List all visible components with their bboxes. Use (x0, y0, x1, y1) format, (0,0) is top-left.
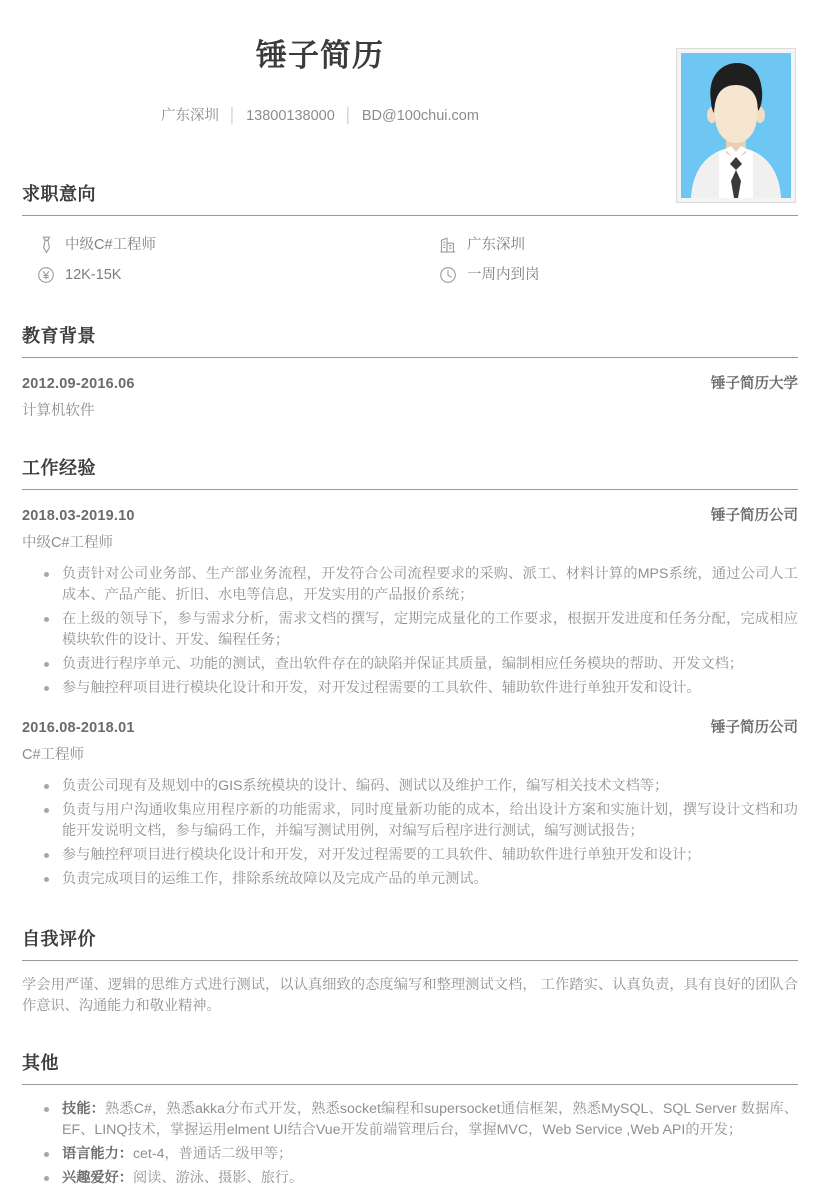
avatar-illustration-icon (681, 53, 791, 198)
section-title-education: 教育背景 (22, 326, 96, 346)
experience-entry (22, 716, 798, 890)
section-title-evaluation: 自我评价 (22, 929, 96, 949)
evaluation-text: 学会用严谨、逻辑的思维方式进行测试，以认真细致的态度编写和整理测试文档， 工作踏实、认真负责，具有良好的团队合作意识、沟通能力和敬业精神。 (22, 977, 798, 1014)
experience-company: 锤子简历公司 (711, 720, 798, 736)
list-item: 负责针对公司业务部、生产部业务流程，开发符合公司流程要求的采购、派工、材料计算的MPS系统，通过公司人工成本、产品产能、折旧、水电等信息，开发实用的产品报价系统； (42, 564, 798, 606)
section-divider-education (22, 357, 798, 358)
list-item: 负责完成项目的运维工作，排除系统故障以及完成产品的单元测试。 (42, 869, 798, 890)
section-title-experience: 工作经验 (22, 458, 96, 478)
experience-role: C#工程师 (22, 747, 85, 763)
intention-item-availability (410, 260, 798, 290)
education-entry (22, 372, 798, 420)
other-label-skills: 技能： (62, 1101, 106, 1117)
list-item (42, 1099, 798, 1141)
contact-separator-2: │ (343, 108, 353, 125)
education-entry-head (22, 372, 798, 393)
intention-position-text: 中级C#工程师 (65, 236, 157, 253)
section-other (0, 1049, 820, 1189)
spacer (0, 422, 820, 454)
yen-circle-icon (36, 265, 56, 285)
education-major: 计算机软件 (22, 403, 95, 419)
contact-email: BD@100chui.com (361, 108, 479, 125)
avatar-image (681, 53, 791, 198)
list-item: 参与触控秤项目进行模块化设计和开发，对开发过程需要的工具软件、辅助软件进行单独开发和设计。 (42, 678, 798, 699)
other-text-language: cet-4，普通话二级甲等； (132, 1146, 293, 1162)
experience-entry-head (22, 716, 798, 737)
education-school: 锤子简历大学 (711, 376, 798, 392)
contact-phone: 13800138000 (246, 108, 335, 125)
section-divider-intention (22, 215, 798, 216)
intention-city-text: 广东深圳 (467, 236, 525, 253)
other-text-hobbies: 阅读、游泳、摄影、旅行。 (132, 1170, 304, 1186)
section-divider-evaluation (22, 960, 798, 961)
intention-availability-text: 一周内到岗 (467, 266, 540, 283)
page-title: 锤子简历 (256, 38, 384, 73)
experience-role: 中级C#工程师 (22, 535, 114, 551)
section-evaluation (0, 925, 820, 1017)
resume-header (0, 0, 820, 180)
contact-line (0, 104, 640, 125)
intention-item-city (410, 230, 798, 260)
other-text-skills: 熟悉C#，熟悉akka分布式开发，熟悉socket编程和supersocket通信框架，熟悉MySQL、SQL Server 数据库、EF、LINQ技术，掌握运用elment UI结合Vue开发前端管理后台，掌握MVC，Web Service ,Web API的开发； (62, 1101, 798, 1138)
tie-icon (36, 235, 56, 255)
section-title-intention: 求职意向 (22, 184, 96, 204)
other-label-hobbies: 兴趣爱好： (62, 1170, 133, 1186)
spacer (0, 1017, 820, 1049)
other-label-language: 语言能力： (62, 1146, 133, 1162)
section-title-other: 其他 (22, 1053, 59, 1073)
other-list (22, 1099, 798, 1189)
intention-grid (22, 230, 798, 290)
spacer (0, 290, 820, 322)
spacer (0, 893, 820, 925)
experience-bullet-list (22, 776, 798, 890)
contact-separator-1: │ (228, 108, 238, 125)
intention-item-salary (22, 260, 410, 290)
experience-entry (22, 504, 798, 699)
list-item (42, 1168, 798, 1189)
experience-date: 2018.03-2019.10 (22, 508, 135, 524)
list-item: 负责公司现有及规划中的GIS系统模块的设计、编码、测试以及维护工作，编写相关技术文档等； (42, 776, 798, 797)
clock-icon (438, 265, 458, 285)
list-item: 参与触控秤项目进行模块化设计和开发，对开发过程需要的工具软件、辅助软件进行单独开发和设计； (42, 845, 798, 866)
header-center-block (0, 34, 640, 125)
experience-bullet-list (22, 564, 798, 699)
experience-company: 锤子简历公司 (711, 508, 798, 524)
section-divider-other (22, 1084, 798, 1085)
list-item: 在上级的领导下，参与需求分析，需求文档的撰写，定期完成量化的工作要求，根据开发进度和任务分配，完成相应模块软件的设计、开发、编程任务； (42, 609, 798, 651)
section-experience (0, 454, 820, 890)
section-education (0, 322, 820, 420)
list-item: 负责与用户沟通收集应用程序新的功能需求，同时度量新功能的成本，给出设计方案和实施计划，撰写设计文档和功能开发说明文档，参与编码工作，并编写测试用例，对编写后程序进行测试，编写测试报告； (42, 800, 798, 842)
intention-item-position (22, 230, 410, 260)
education-date: 2012.09-2016.06 (22, 376, 135, 392)
experience-entry-head (22, 504, 798, 525)
experience-date: 2016.08-2018.01 (22, 720, 135, 736)
section-divider-experience (22, 489, 798, 490)
spacer (22, 702, 798, 716)
intention-salary-text: 12K-15K (65, 266, 122, 283)
building-icon (438, 235, 458, 255)
list-item (42, 1144, 798, 1165)
avatar (676, 48, 796, 203)
contact-location: 广东深圳 (161, 108, 220, 125)
list-item: 负责进行程序单元、功能的测试，查出软件存在的缺陷并保证其质量，编制相应任务模块的帮助、开发文档； (42, 654, 798, 675)
